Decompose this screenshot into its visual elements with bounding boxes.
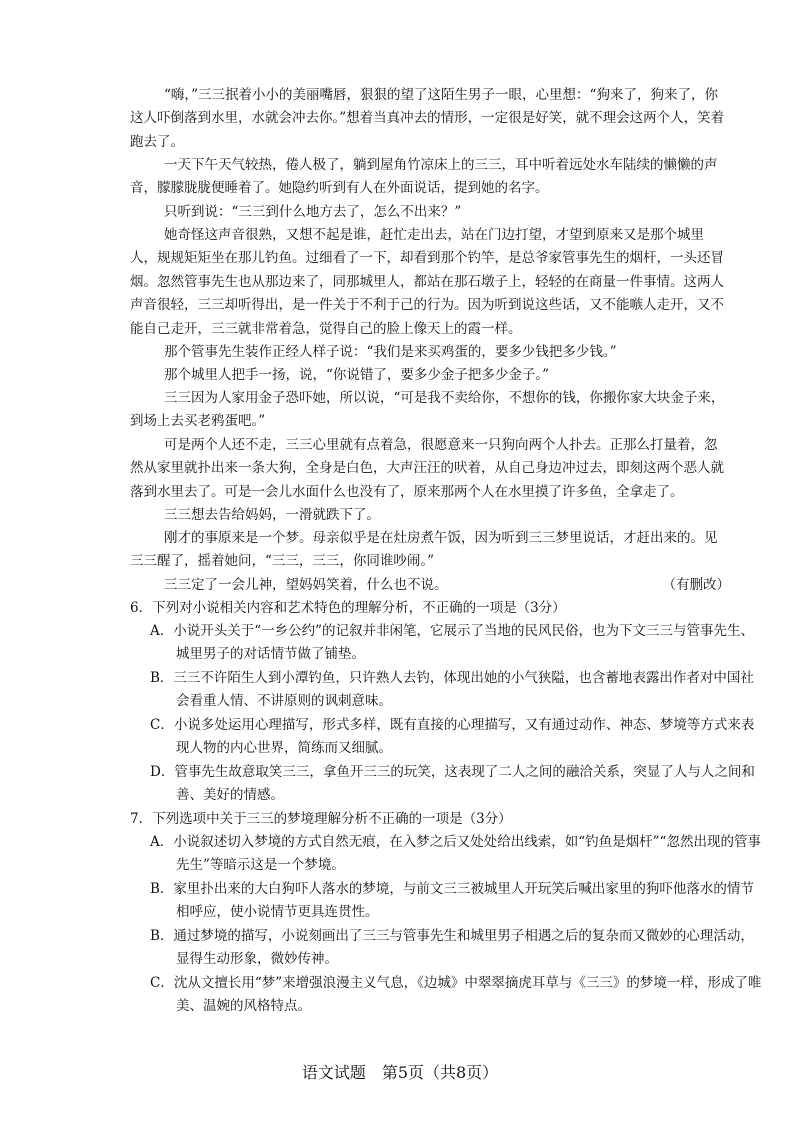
passage-paragraph-11-line: [130, 574, 730, 597]
passage-paragraph-7: 三三因为人家用金子恐吓她，所以说，“可是我不卖给你，不想你的钱，你搬你家大块金子来，到场上去买老鸦蛋吧。”: [130, 390, 725, 430]
passage-paragraph-8: 可是两个人还不走，三三心里就有点着急，很愿意来一只狗向两个人扑去。正那么打量着，忽然从家里就扑出来一条大狗，全身是白色，大声汪汪的吠着，从自己身边冲过去，即刻这两个恶人就落到水里去了。可是一会儿水面什么也没有了，原来那两个人在水里摸了许多鱼，全拿走了。: [130, 437, 724, 500]
question-6-stem: 6．下列对小说相关内容和艺术特色的理解分析，不正确的一项是（3分）: [130, 600, 566, 616]
question-7-option-2: B．家里扑出来的大白狗吓人落水的梦境，与前文三三被城里人开玩笑后喊出家里的狗吓他落水的情节相呼应，使小说情节更具连贯性。: [150, 881, 754, 921]
passage-paragraph-3: 只听到说：“三三到什么地方去了，怎么不出来？”: [164, 204, 462, 220]
question-7-option-4: C．沈从文擅长用“梦”来增强浪漫主义气息，《边城》中翠翠摘虎耳草与《三三》的梦境一样，形成了唯美、温婉的风格特点。: [150, 975, 762, 1015]
question-7-option-3: B．通过梦境的描写，小说刻画出了三三与管事先生和城里男子相遇之后的复杂而又微妙的心理活动，显得生动形象，微妙传神。: [150, 928, 754, 968]
passage-paragraph-2: 一天下午天气较热，倦人极了，躺到屋角竹凉床上的三三，耳中听着远处水车陆续的懒懒的声音，朦朦胧胧便睡着了。她隐约听到有人在外面说话，提到她的名字。: [130, 157, 718, 197]
passage-paragraph-11: 三三定了一会儿神，望妈妈笑着，什么也不说。: [164, 577, 448, 593]
passage-paragraph-6: 那个城里人把手一扬，说，“你说错了，要多少金子把多少金子。”: [164, 367, 550, 383]
question-7-option-a: A．小说叙述切入梦境的方式自然无痕，在入梦之后又处处给出线索，如“钓鱼是烟杆”“忽然出现的管事先生”等暗示这是一个梦境。: [150, 834, 761, 874]
question-7-stem: 7．下列选项中关于三三的梦境理解分析不正确的一项是（3分）: [130, 811, 512, 827]
question-6-option-b: B．三三不许陌生人到小潭钓鱼，只许熟人去钓，体现出她的小气狭隘，也含蓄地表露出作者对中国社会看重人情、不讲原则的讽刺意味。: [150, 670, 754, 710]
source-note: （有删改）: [662, 577, 730, 593]
question-6-option-a: A．小说开头关于“一乡公约”的记叙并非闲笔，它展示了当地的民风民俗，也为下文三三与管事先生、城里男子的对话情节做了铺垫。: [150, 623, 755, 663]
question-6-option-c: C．小说多处运用心理描写，形式多样，既有直接的心理描写，又有通过动作、神态、梦境等方式来表现人物的内心世界，简练而又细腻。: [150, 717, 755, 757]
passage-paragraph-1: “嗨，”三三抿着小小的美丽嘴唇，狠狠的望了这陌生男子一眼，心里想：“狗来了，狗来了，你这人吓倒落到水里，水就会冲去你。”想着当真冲去的情形，一定很是好笑，就不理会这两个人，笑着跑去了。: [130, 87, 725, 150]
page-footer: 语文试题 第5页（共8页）: [301, 1063, 499, 1082]
passage-paragraph-4: 她奇怪这声音很熟，又想不起是谁，赶忙走出去，站在门边打望，才望到原来又是那个城里人，规规矩矩坐在那儿钓鱼。过细看了一下，却看到那个钓竿，是总爷家管事先生的烟杆，一头还冒烟。忽然管事先生也从那边来了，同那城里人，都站在那石墩子上，轻轻的在商量一件事情。这两人声音很轻，三三却听得出，是一件关于不利于己的行为。因为听到说这些话，又不能嗾人走开，又不能自己走开，三三就非常着急，觉得自己的脸上像天上的霞一样。: [130, 227, 724, 337]
passage-paragraph-5: 那个管事先生装作正经人样子说：“我们是来买鸡蛋的，要多少钱把多少钱。”: [164, 344, 617, 360]
passage-paragraph-10: 刚才的事原来是一个梦。母亲似乎是在灶房煮午饭，因为听到三三梦里说话，才赶出来的。见三三醒了，摇着她问，“三三，三三，你同谁吵闹。”: [130, 530, 718, 570]
question-6-option-d: D．管事先生故意取笑三三，拿鱼开三三的玩笑，这表现了二人之间的融洽关系，突显了人与人之间和善、美好的情感。: [150, 764, 755, 804]
passage-paragraph-9: 三三想去告给妈妈，一滑就跌下了。: [164, 507, 380, 523]
